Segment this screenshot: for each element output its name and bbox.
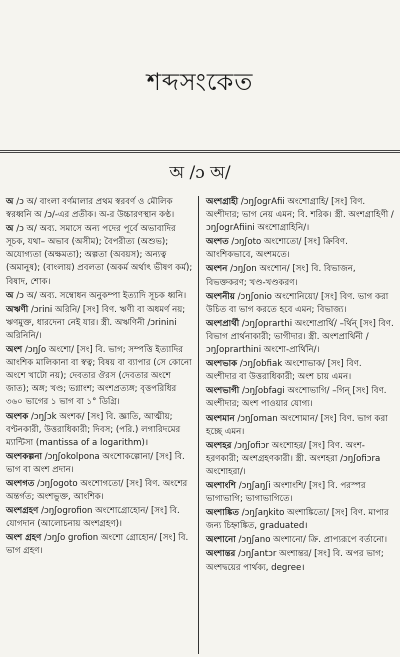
entry-headword: অংশগ্রহণ <box>6 506 39 517</box>
dictionary-entry <box>6 344 194 409</box>
entry-text: /ɔŋʃoprarthi অংশোপ্রার্থি/ –র্থিন্ [সং] বিণ. বিভাগ প্রার্থনাকারী; ভাগীদার। স্ত্রী. অংশপ্রার্থিনী /ɔŋʃoprarthini অংশো-প্রার্থিনি/। <box>206 318 394 356</box>
right-column <box>206 196 394 576</box>
dictionary-entry <box>6 478 194 504</box>
dictionary-entry <box>6 196 194 222</box>
entry-text: /ɔŋʃoman অংশোমান/ [সং] বিণ. ভাগ করা হচ্ছে এমন। <box>206 413 388 437</box>
entry-text: /ɔ অ/ বাংলা বর্ণমালার প্রথম স্বরবর্ণ ও মৌলিক স্বরধ্বনি অ /ɔ/-এর প্রতীক। অ-র উচ্চারণস্থান কণ্ঠ। <box>6 197 175 221</box>
entry-headword: অংশভাগী <box>206 386 240 397</box>
left-column <box>6 196 194 560</box>
entry-headword: অ <box>6 197 14 207</box>
dictionary-entry <box>6 290 194 303</box>
entry-headword: অংশভাক <box>206 359 238 370</box>
entry-headword: অংশানো <box>206 535 236 546</box>
page-title: শব্দসংকেত <box>146 68 254 96</box>
entry-headword: অংশকল্পনা <box>6 451 42 462</box>
entry-text: /ɔŋʃon অংশোন/ [সং] বি. বিভাজন, বিভক্তকরণ; খণ্ড-খণ্ডকরণ। <box>206 264 356 288</box>
dictionary-entry <box>6 411 194 450</box>
entry-headword: অ <box>6 224 14 235</box>
entry-headword: অংশ <box>6 345 23 356</box>
entry-headword: অংশগত <box>6 478 35 489</box>
entry-text: /ɔŋʃantɔr অংশান্তর/ [সং] বি. অপর ভাগ; অংশদ্বয়ের পার্থক্য, degree। <box>206 549 384 573</box>
entry-headword: অংশাংশি <box>206 480 236 491</box>
entry-text: /ɔŋʃonio অংশোনিয়ো/ [সং] বিণ. ভাগ করা উচিত বা ভাগ করতে হবে এমন; বিভাজ্য। <box>206 291 389 315</box>
entry-text: /ɔ অ/ অব্য. সমাসে অন্য পদের পূর্বে অভাবাদির সূচক, যথা– অভাব (অসীম); বৈপরীত্য (অশুভ); অযোগ্যতা (অক্ষমতা); অল্পতা (অবয়স); অন্যত্ব (অমানুষ); (বাংলায়) প্রবলতা (অকর্ম অর্থাৎ ভীষণ কর্ম); বিষাদ, শোক। <box>6 224 193 287</box>
dictionary-entry <box>206 507 394 533</box>
dictionary-entry <box>206 196 394 235</box>
entry-text: /ɔŋʃogrofion অংশোগ্রোহোন/ [সং] বি. যোগদান (আলোচনায় অংশগ্রহণ)। <box>6 506 180 530</box>
entry-text: /ɔŋʃofiɔr অংশোহর/ [সং] বিণ. অংশ-হরণকারী; অংশগ্রহণকারী। স্ত্রী. অংশহরা /ɔŋʃofiɔra অংশোহরা/। <box>206 440 381 477</box>
section-heading: অ /ɔ অ/ <box>169 163 231 183</box>
entry-headword: অংশমান <box>206 413 235 424</box>
entry-text: /ɔŋʃokolpona অংশোকল্পোনা/ [সং] বি. ভাগ বা অংশ প্রদান। <box>6 451 185 475</box>
dictionary-entry <box>6 505 194 531</box>
entry-text: /ɔŋʃo অংশো/ [সং] বি. ভাগ; সম্পত্তি ইত্যাদির আংশিক মালিকানা বা স্বত্ব; বিষয় বা ব্যাপার (সে কোনো অংশে খাটো নয়); দেবতার ঔরস (দেবতার অংশে জাত); অঙ্গ; খণ্ড; ভগ্নাংশ; অংশপ্রত্যঙ্গ; বৃত্তপরিধির ৩৬০ ভাগের ১ ভাগ বা ১° ডিগ্রি। <box>6 345 192 408</box>
dictionary-entry <box>206 534 394 547</box>
entry-text: /ɔŋʃogoto অংশোগতো/ [সং] বিণ. অংশের অন্তর্গত; অংশভুক্ত, আংশিক। <box>6 478 188 503</box>
dictionary-entry <box>6 223 194 288</box>
entry-text: /ɔŋʃaŋʃi অংশাংশি/ [সং] বি. পরস্পর ভাগাভাগি; ভাগাভাগিতে। <box>206 480 366 505</box>
entry-headword: অ <box>6 290 14 301</box>
column-divider <box>198 196 199 654</box>
dictionary-entry <box>6 532 194 558</box>
dictionary-entry <box>206 263 394 289</box>
entry-headword: অংশাঙ্কিত <box>206 508 240 519</box>
dictionary-entry <box>206 291 394 317</box>
entry-text: /ɔŋʃaŋkito অংশাঙ্কিতো/ [সং] বিণ. মাপার জন্য চিহ্নাঙ্কিত, graduated। <box>206 508 389 532</box>
dictionary-entry <box>206 413 394 439</box>
entry-headword: অঋণী <box>6 304 29 315</box>
dictionary-entry <box>206 548 394 574</box>
entry-text: /ɔŋʃogrAfii অংশোগ্রাহি/ [সং] বিণ. অংশীদার; ভাগ নেয় এমন; বি. শরিক। স্ত্রী. অংশগ্রাহিণী /ɔŋʃogrAfiini অংশোগ্রাহিনি/। <box>206 197 394 234</box>
entry-text: /ɔrini অরিনি/ [সং] বিণ. ঋণী বা অধমর্ণ নয়; ঋণমুক্ত, ধারদেনা নেই যার। স্ত্রী. অঋণিনী /ɔrinini অরিনিনি/। <box>6 304 186 341</box>
entry-text: /ɔŋʃoto অংশোতো/ [সং] ক্রিবিণ. আংশিকভাবে, অংশমতে। <box>206 237 348 261</box>
entry-text: /ɔŋʃobfagi অংশোভাগি/ –গিন্ [সং] বিণ. অংশীদার; অংশ পাওয়ার যোগ্য। <box>206 386 387 410</box>
dictionary-entry <box>6 304 194 343</box>
dictionary-entry <box>206 440 394 479</box>
entry-headword: অংশনীয় <box>206 291 235 302</box>
entry-text: /ɔŋʃobfiak অংশোভাক/ [সং] বিণ. অংশীদার বা উত্তরাধিকারী; অংশ চায় এমন। <box>206 359 362 383</box>
dictionary-entry <box>206 318 394 357</box>
dictionary-entry <box>206 358 394 384</box>
dictionary-entry <box>206 480 394 506</box>
entry-headword: অংশন <box>206 264 228 275</box>
entry-headword: অংশান্তর <box>206 549 236 560</box>
top-rule-secondary <box>0 152 400 153</box>
dictionary-entry <box>206 385 394 411</box>
entry-headword: অংশগ্রাহী <box>206 197 239 207</box>
entry-text: /ɔŋʃɔk অংশক/ [সং] বি. জ্ঞাতি, আত্মীয়; বণ্টনকারী, উত্তরাধিকারী; দিবস; (পরি.) লগারিদমের ম্যান্টিসা (mantissa of a logarithm)। <box>6 411 181 448</box>
dictionary-entry <box>6 451 194 477</box>
entry-text: /ɔ অ/ অব্য. সম্বোধন অনুকম্পা ইত্যাদি সূচক ধ্বনি। <box>16 290 187 301</box>
entry-headword: অংশক <box>6 411 29 422</box>
entry-headword: অংশত <box>206 237 229 248</box>
entry-text: /ɔŋʃo grofion অংশো গ্রোহোন/ [সং] বি. ভাগ গ্রহণ। <box>6 533 189 557</box>
dictionary-entry <box>206 236 394 262</box>
entry-headword: অংশপ্রার্থী <box>206 318 240 329</box>
entry-headword: অংশহর <box>206 440 232 451</box>
entry-text: /ɔŋʃano অংশানো/ ক্রি. প্রাপ্যরূপে বর্তানো। <box>238 535 388 546</box>
top-rule <box>0 150 400 151</box>
entry-headword: অংশ গ্রহণ <box>6 533 42 544</box>
